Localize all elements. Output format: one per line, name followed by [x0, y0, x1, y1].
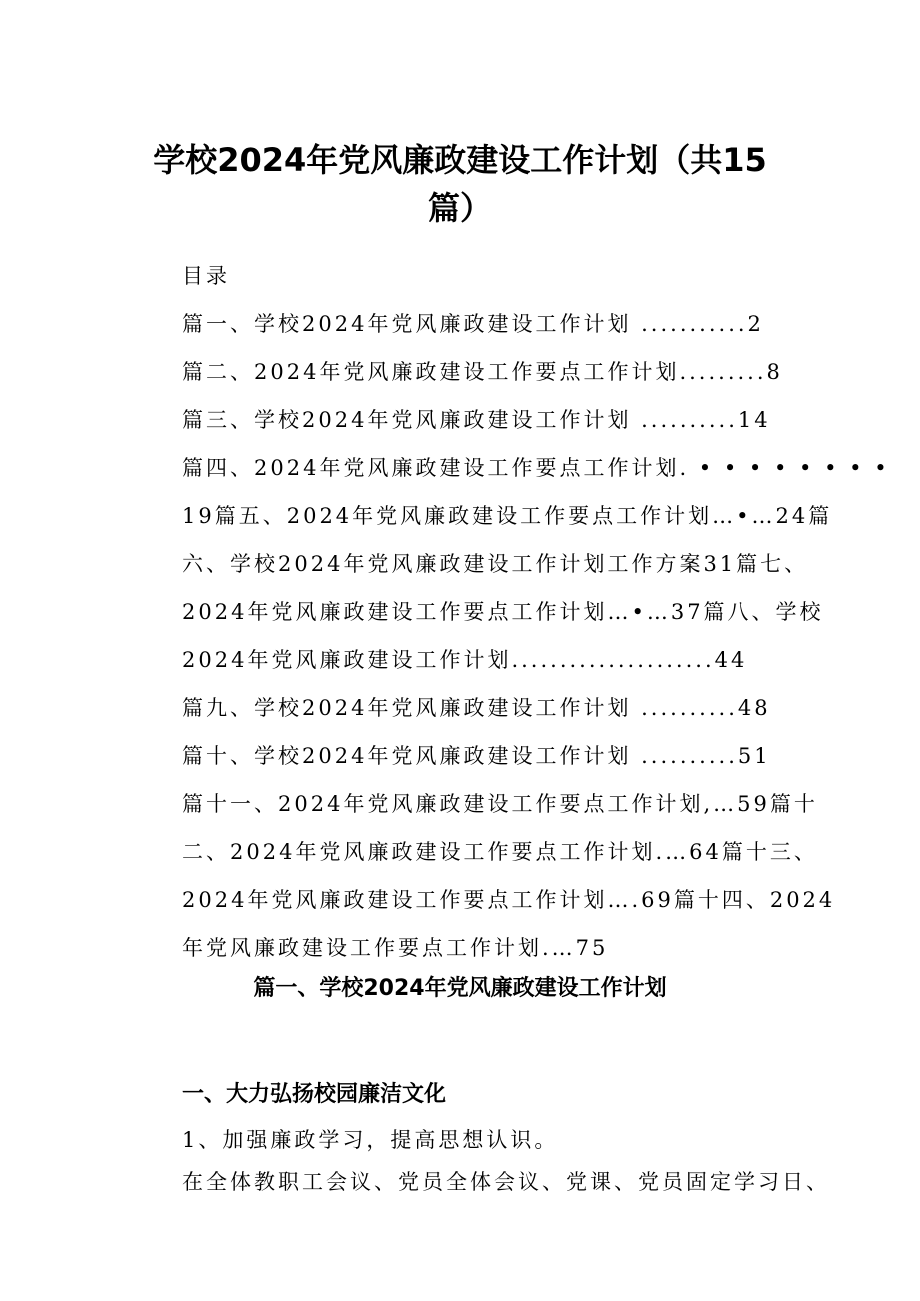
toc-line[interactable]: 篇二、2024年党风廉政建设工作要点工作计划.........8	[182, 360, 783, 384]
toc-line[interactable]: 篇九、学校2024年党风廉政建设工作计划 ..........48	[182, 696, 771, 720]
toc-line[interactable]: 19篇五、2024年党风廉政建设工作要点工作计划…•…24篇	[182, 504, 833, 528]
toc-line[interactable]: 篇一、学校2024年党风廉政建设工作计划 ...........2	[182, 312, 764, 336]
toc-line[interactable]: 二、2024年党风廉政建设工作要点工作计划.…64篇十三、	[182, 840, 818, 864]
body-paragraph: 在全体教职工会议、党员全体会议、党课、党员固定学习日、	[182, 1170, 830, 1194]
toc-line[interactable]: 年党风廉政建设工作要点工作计划.…75	[182, 936, 609, 960]
toc-line[interactable]: 2024年党风廉政建设工作要点工作计划…•…37篇八、学校	[182, 600, 824, 624]
toc-label: 目录	[182, 264, 230, 288]
toc-line[interactable]: 篇十一、2024年党风廉政建设工作要点工作计划,…59篇十	[182, 792, 818, 816]
section-title: 篇一、学校2024年党风廉政建设工作计划	[253, 976, 667, 1001]
toc-line[interactable]: 篇三、学校2024年党风廉政建设工作计划 ..........14	[182, 408, 771, 432]
toc-line[interactable]: 篇十、学校2024年党风廉政建设工作计划 ..........51	[182, 744, 771, 768]
section-heading: 一、大力弘扬校园廉洁文化	[182, 1082, 447, 1107]
document-title-line-2: 篇）	[427, 189, 492, 227]
toc-line[interactable]: 六、学校2024年党风廉政建设工作计划工作方案31篇七、	[182, 552, 809, 576]
toc-line[interactable]: 篇四、2024年党风廉政建设工作要点工作计划. • • • • • • • •	[182, 456, 890, 480]
toc-line[interactable]: 2024年党风廉政建设工作计划.....................44	[182, 648, 748, 672]
toc-line[interactable]: 2024年党风廉政建设工作要点工作计划….69篇十四、2024	[182, 888, 836, 912]
document-title-line-1: 学校2024年党风廉政建设工作计划（共15	[153, 141, 767, 179]
body-paragraph: 1、加强廉政学习，提高思想认识。	[182, 1128, 559, 1152]
